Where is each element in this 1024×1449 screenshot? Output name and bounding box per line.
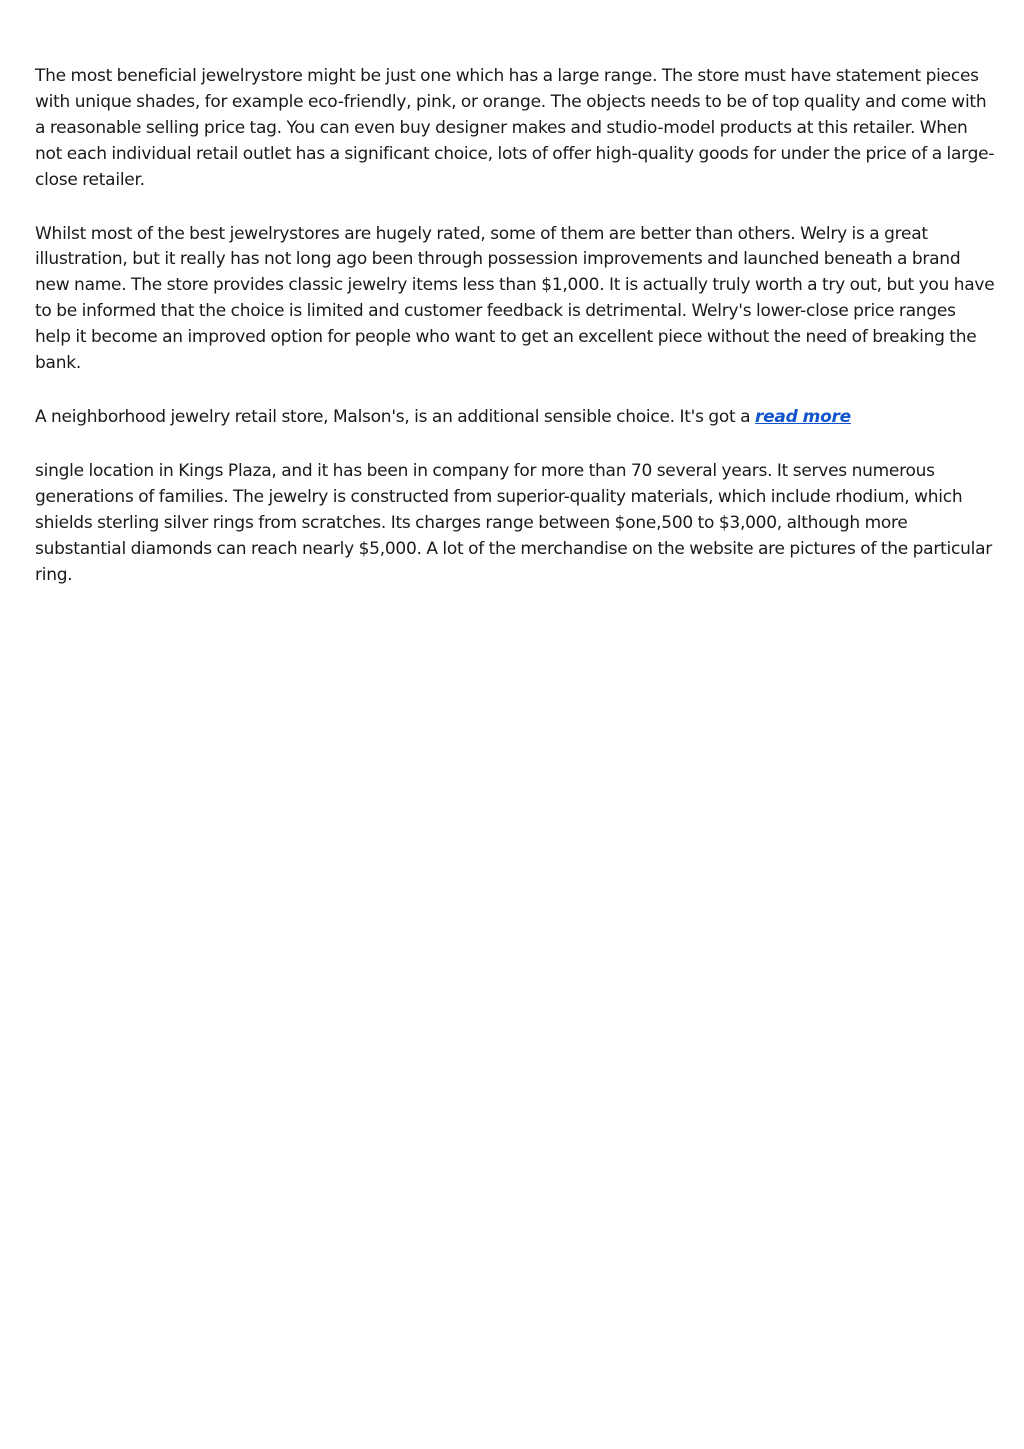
read-more-link[interactable]: read more	[754, 406, 851, 427]
paragraph-intro: The most beneficial jewelrystore might be just one which has a large range. The store must have statement pieces with unique shades, for example eco-friendly, pink, or orange. The objects needs to be of top quality and come with a reasonable selling price tag. You can even buy designer makes and studio-model products at this retailer. When not each individual retail outlet has a significant choice, lots of offer high-quality goods for under the price of a large-close retailer.	[35, 66, 995, 190]
paragraph-malsons-text: A neighborhood jewelry retail store, Malson's, is an additional sensible choice. It's got a	[35, 406, 755, 427]
paragraph-malsons	[35, 405, 995, 431]
paragraph-welry: Whilst most of the best jewelrystores are hugely rated, some of them are better than others. Welry is a great illustration, but it really has not long ago been through possession improvements and launched beneath a brand new name. The store provides classic jewelry items less than $1,000. It is actually truly worth a try out, but you have to be informed that the choice is limited and customer feedback is detrimental. Welry's lower-close price ranges help it become an improved option for people who want to get an excellent piece without the need of breaking the bank.	[35, 223, 995, 374]
paragraph-kings-plaza: single location in Kings Plaza, and it has been in company for more than 70 several years. It serves numerous generations of families. The jewelry is constructed from superior-quality materials, which include rhodium, which shields sterling silver rings from scratches. Its charges range between $one,500 to $3,000, although more substantial diamonds can reach nearly $5,000. A lot of the merchandise on the website are pictures of the particular ring.	[35, 460, 992, 585]
document-body	[35, 64, 995, 616]
